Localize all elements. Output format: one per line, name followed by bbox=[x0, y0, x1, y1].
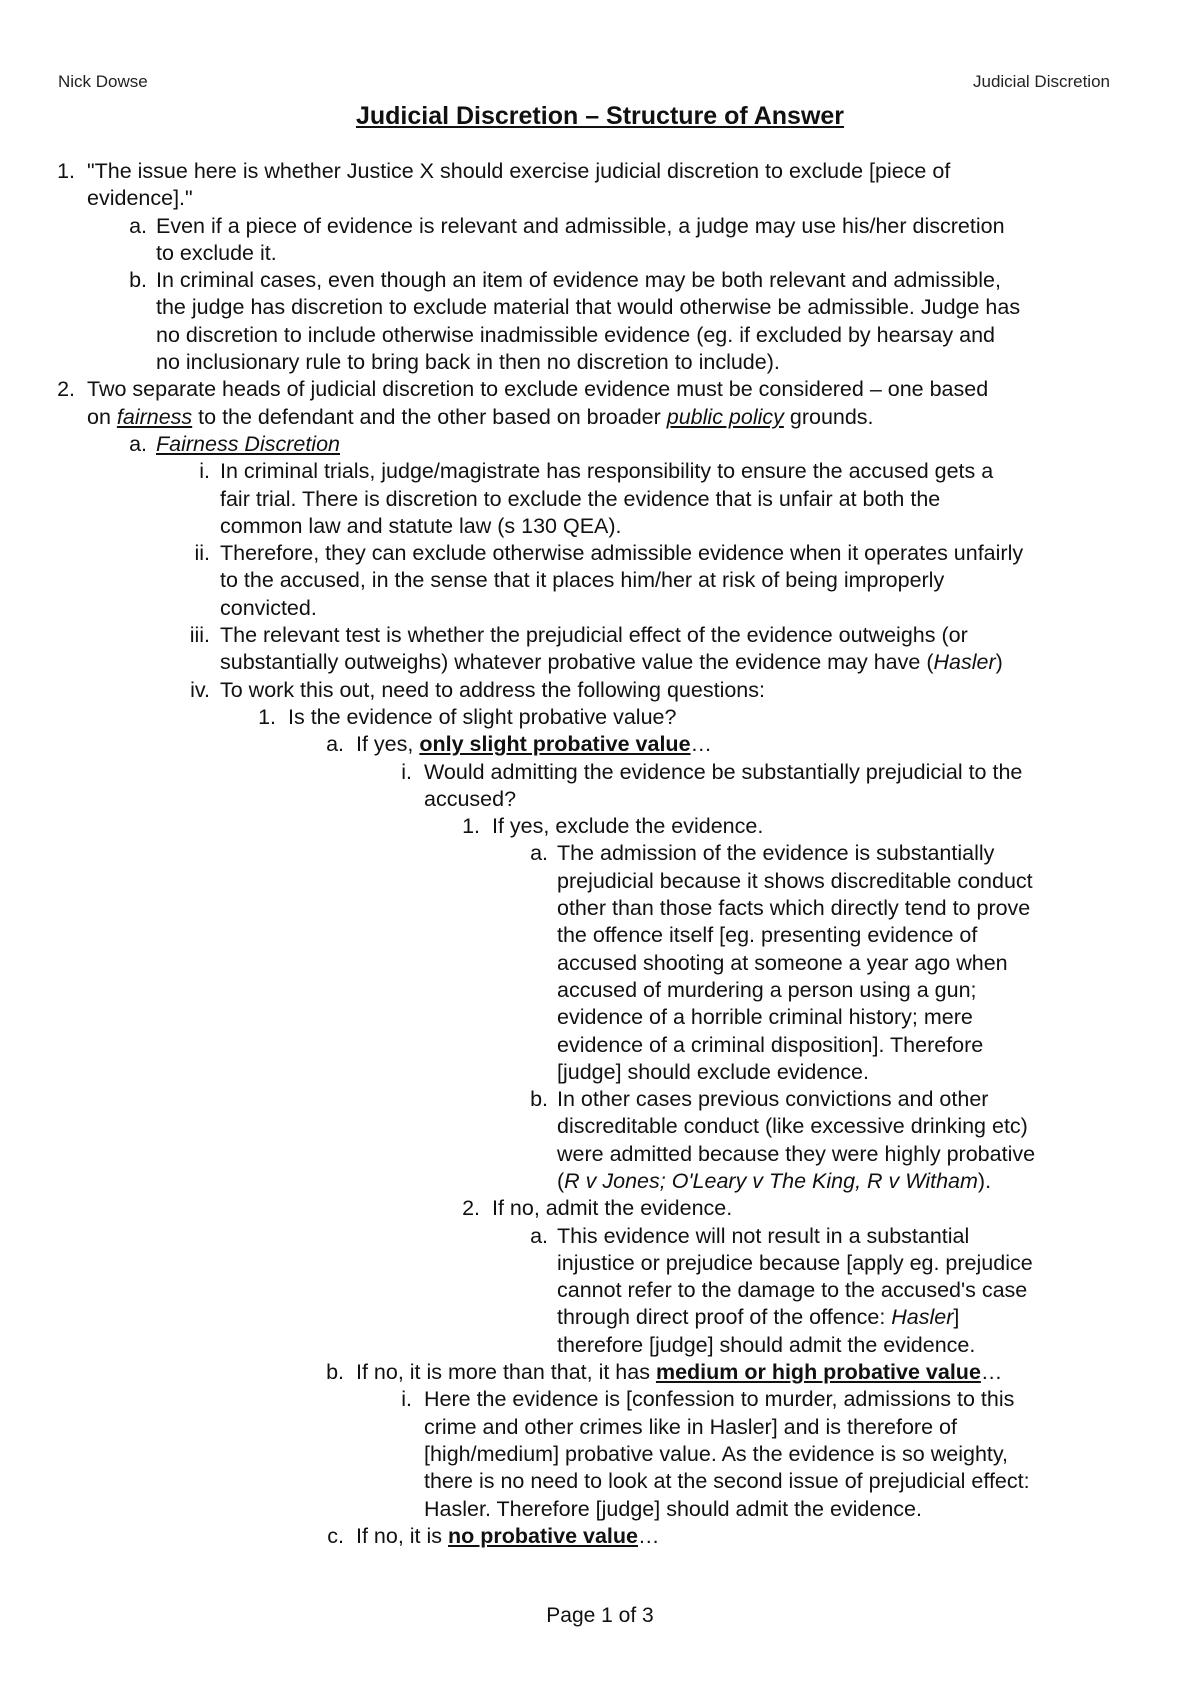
outline-text bbox=[156, 213, 1005, 240]
list-marker: iv. bbox=[190, 677, 210, 702]
text-segment: ) bbox=[995, 650, 1003, 675]
outline-line bbox=[0, 458, 1200, 485]
outline-line bbox=[0, 1523, 1200, 1550]
document-title: Judicial Discretion – Structure of Answer bbox=[355, 102, 845, 130]
outline-line bbox=[0, 595, 1200, 622]
text-segment: Hasler. Therefore [judge] should admit the evidence. bbox=[424, 1496, 922, 1521]
outline-text bbox=[87, 404, 874, 431]
text-segment: discreditable conduct (like excessive drinking etc) bbox=[557, 1114, 1028, 1139]
outline-text bbox=[156, 431, 340, 458]
outline-line bbox=[0, 1332, 1200, 1359]
text-segment: evidence of a horrible criminal history; mere bbox=[557, 1005, 973, 1030]
outline-text bbox=[87, 185, 193, 212]
text-segment: In criminal trials, judge/magistrate has responsibility to ensure the accused gets a bbox=[220, 459, 994, 484]
text-segment: ( bbox=[557, 1168, 565, 1193]
text-segment: evidence of a criminal disposition]. Therefore bbox=[557, 1032, 984, 1057]
outline-line bbox=[0, 677, 1200, 704]
outline-text bbox=[557, 1032, 983, 1059]
text-segment: no discretion to include otherwise inadmissible evidence (eg. if excluded by hearsay and bbox=[156, 322, 995, 347]
outline-text bbox=[220, 677, 765, 704]
outline-text bbox=[424, 1496, 922, 1523]
text-segment: accused? bbox=[424, 786, 517, 811]
outline-text bbox=[492, 813, 763, 840]
outline-text bbox=[557, 1304, 959, 1331]
text-segment: Even if a piece of evidence is relevant and admissible, a judge may use his/her discretion bbox=[156, 213, 1005, 238]
outline-text bbox=[557, 1004, 973, 1031]
outline-line bbox=[0, 404, 1200, 431]
outline-text bbox=[557, 1250, 1033, 1277]
outline-text bbox=[557, 1277, 1027, 1304]
text-segment: the judge has discretion to exclude material that would otherwise be admissible. Judge has bbox=[156, 295, 1021, 320]
text-segment: fair trial. There is discretion to exclude the evidence that is unfair at both the bbox=[220, 486, 941, 511]
outline-text bbox=[220, 486, 940, 513]
text-segment: injustice or prejudice because [apply eg. prejudice bbox=[557, 1250, 1033, 1275]
outline-text bbox=[220, 567, 944, 594]
outline-line bbox=[0, 240, 1200, 267]
outline-line bbox=[0, 1441, 1200, 1468]
outline-text bbox=[87, 376, 988, 403]
outline-text bbox=[557, 1059, 869, 1086]
outline-line bbox=[0, 213, 1200, 240]
text-segment: The relevant test is whether the prejudicial effect of the evidence outweighs (or bbox=[220, 623, 968, 648]
list-marker: b. bbox=[129, 268, 147, 293]
text-segment: grounds. bbox=[783, 404, 874, 429]
outline-text bbox=[557, 1141, 1035, 1168]
text-segment: convicted. bbox=[220, 595, 317, 620]
text-segment: In criminal cases, even though an item of evidence may be both relevant and admissible, bbox=[156, 268, 1001, 293]
text-segment: Is the evidence of slight probative value? bbox=[288, 704, 677, 729]
text-segment: the offence itself [eg. presenting evidence of bbox=[557, 923, 978, 948]
emphasized-text: Fairness Discretion bbox=[156, 431, 340, 456]
outline-line bbox=[0, 622, 1200, 649]
outline-line bbox=[0, 1496, 1200, 1523]
text-segment: … bbox=[690, 732, 713, 757]
header-topic: Judicial Discretion bbox=[973, 72, 1110, 91]
text-segment: to exclude it. bbox=[156, 240, 277, 265]
text-segment: through direct proof of the offence: bbox=[557, 1305, 892, 1330]
outline-text bbox=[156, 267, 1001, 294]
outline-text bbox=[557, 868, 1033, 895]
outline-text bbox=[557, 977, 977, 1004]
outline-line bbox=[0, 977, 1200, 1004]
outline-text bbox=[557, 922, 977, 949]
outline-line bbox=[0, 1386, 1200, 1413]
text-segment: "The issue here is whether Justice X should exercise judicial discretion to exclude [piece of bbox=[87, 159, 951, 183]
text-segment: This evidence will not result in a substantial bbox=[557, 1223, 970, 1248]
outline-line bbox=[0, 1004, 1200, 1031]
list-marker: a. bbox=[129, 213, 147, 238]
outline-text bbox=[220, 540, 1023, 567]
outline-line bbox=[0, 1032, 1200, 1059]
text-segment: Here the evidence is [confession to murder, admissions to this bbox=[424, 1387, 1015, 1412]
text-segment: If no, it is bbox=[356, 1523, 449, 1548]
outline-text bbox=[156, 349, 780, 376]
outline-line bbox=[0, 813, 1200, 840]
text-segment: other than those facts which directly tend to prove bbox=[557, 896, 1031, 921]
outline-line bbox=[0, 1468, 1200, 1495]
emphasized-text: medium or high probative value bbox=[655, 1360, 981, 1385]
list-marker: a. bbox=[530, 841, 548, 866]
list-marker: i. bbox=[401, 759, 412, 784]
outline-text bbox=[424, 1386, 1014, 1413]
outline-line bbox=[0, 540, 1200, 567]
outline-text bbox=[557, 1332, 975, 1359]
text-segment: In other cases previous convictions and other bbox=[557, 1087, 989, 1112]
outline-line bbox=[0, 1277, 1200, 1304]
list-marker: a. bbox=[129, 431, 147, 456]
outline-line bbox=[0, 1414, 1200, 1441]
outline-line bbox=[0, 922, 1200, 949]
text-segment: to the accused, in the sense that it places him/her at risk of being improperly bbox=[220, 568, 945, 593]
outline-text bbox=[156, 294, 1020, 321]
list-marker: a. bbox=[326, 732, 344, 757]
outline-line bbox=[0, 731, 1200, 758]
outline-line bbox=[0, 1086, 1200, 1113]
text-segment: The admission of the evidence is substantially bbox=[557, 841, 995, 866]
text-segment: To work this out, need to address the following questions: bbox=[220, 677, 765, 702]
outline-line bbox=[0, 1304, 1200, 1331]
outline-text bbox=[220, 649, 1003, 676]
outline-text bbox=[557, 1086, 988, 1113]
emphasized-text: fairness bbox=[116, 404, 193, 429]
outline-text bbox=[156, 322, 995, 349]
outline-text bbox=[424, 1468, 1030, 1495]
text-segment: on bbox=[87, 404, 117, 429]
text-segment: to the defendant and the other based on broader bbox=[192, 404, 667, 429]
text-segment: accused shooting at someone a year ago when bbox=[557, 950, 1008, 975]
list-marker: c. bbox=[327, 1523, 344, 1548]
text-segment: [judge] should exclude evidence. bbox=[557, 1059, 869, 1084]
outline-text bbox=[356, 731, 712, 758]
text-segment: If yes, bbox=[356, 732, 420, 757]
outline-line bbox=[0, 1359, 1200, 1386]
outline-line bbox=[0, 349, 1200, 376]
emphasized-text: no probative value bbox=[448, 1523, 638, 1548]
text-segment: prejudicial because it shows discreditable conduct bbox=[557, 868, 1033, 893]
outline-line bbox=[0, 1250, 1200, 1277]
outline-text bbox=[557, 1113, 1028, 1140]
outline-line bbox=[0, 840, 1200, 867]
outline-line bbox=[0, 1141, 1200, 1168]
outline-text bbox=[220, 458, 993, 485]
outline-text bbox=[424, 1441, 1008, 1468]
outline-text bbox=[220, 622, 968, 649]
outline-line bbox=[0, 267, 1200, 294]
text-segment: … bbox=[980, 1360, 1003, 1385]
emphasized-text: Hasler bbox=[891, 1305, 954, 1330]
text-segment: cannot refer to the damage to the accused's case bbox=[557, 1278, 1028, 1303]
text-segment: Therefore, they can exclude otherwise admissible evidence when it operates unfairly bbox=[220, 541, 1024, 566]
text-segment: … bbox=[637, 1523, 660, 1548]
outline-line bbox=[0, 486, 1200, 513]
outline-line bbox=[0, 567, 1200, 594]
list-marker: b. bbox=[326, 1360, 344, 1385]
text-segment: crime and other crimes like in Hasler] and is therefore of bbox=[424, 1414, 957, 1439]
text-segment: common law and statute law (s 130 QEA). bbox=[220, 513, 622, 538]
text-segment: accused of murdering a person using a gun; bbox=[557, 977, 977, 1002]
outline-text bbox=[557, 895, 1030, 922]
list-marker: ii. bbox=[194, 541, 210, 566]
outline-text bbox=[557, 950, 1008, 977]
list-marker: 1. bbox=[57, 159, 75, 183]
text-segment: ] bbox=[953, 1305, 960, 1330]
text-segment: no inclusionary rule to bring back in then no discretion to include). bbox=[156, 350, 780, 375]
outline-line bbox=[0, 786, 1200, 813]
header-author: Nick Dowse bbox=[58, 72, 148, 91]
text-segment: Would admitting the evidence be substantially prejudicial to the bbox=[424, 759, 1023, 784]
outline-text bbox=[156, 240, 277, 267]
text-segment: evidence]." bbox=[87, 186, 193, 211]
outline-text bbox=[557, 1168, 991, 1195]
outline-line bbox=[0, 1223, 1200, 1250]
text-segment: If yes, exclude the evidence. bbox=[492, 814, 764, 839]
list-marker: i. bbox=[401, 1387, 412, 1412]
emphasized-text: public policy bbox=[666, 404, 784, 429]
outline-text bbox=[424, 1414, 957, 1441]
outline-text bbox=[492, 1195, 732, 1222]
list-marker: b. bbox=[530, 1087, 548, 1112]
outline-line bbox=[0, 704, 1200, 731]
outline-text bbox=[288, 704, 676, 731]
list-marker: 1. bbox=[462, 814, 480, 839]
list-marker: i. bbox=[199, 459, 210, 484]
outline-line bbox=[0, 513, 1200, 540]
outline-text bbox=[356, 1359, 1002, 1386]
outline-text bbox=[557, 1223, 969, 1250]
outline-line bbox=[0, 868, 1200, 895]
outline-line bbox=[0, 1168, 1200, 1195]
text-segment: therefore [judge] should admit the evidence. bbox=[557, 1332, 976, 1357]
outline-text bbox=[356, 1523, 659, 1550]
text-segment: If no, admit the evidence. bbox=[492, 1196, 733, 1221]
list-marker: 1. bbox=[258, 704, 276, 729]
outline-line bbox=[0, 185, 1200, 212]
emphasized-text: R v Jones; O'Leary v The King, R v Witham bbox=[564, 1168, 978, 1193]
outline-line bbox=[0, 759, 1200, 786]
outline-line bbox=[0, 1195, 1200, 1222]
page-number: Page 1 of 3 bbox=[546, 1604, 654, 1627]
outline-line bbox=[0, 294, 1200, 321]
outline-line bbox=[0, 1113, 1200, 1140]
outline-text bbox=[220, 513, 622, 540]
outline-text bbox=[424, 759, 1022, 786]
outline-line bbox=[0, 1059, 1200, 1086]
outline-text bbox=[424, 786, 516, 813]
outline-line bbox=[0, 376, 1200, 403]
list-marker: iii. bbox=[189, 623, 210, 648]
text-segment: Two separate heads of judicial discretion to exclude evidence must be considered – one based bbox=[87, 377, 989, 402]
list-marker: 2. bbox=[462, 1196, 480, 1221]
text-segment: there is no need to look at the second issue of prejudicial effect: bbox=[424, 1469, 1030, 1494]
text-segment: were admitted because they were highly probative bbox=[557, 1141, 1036, 1166]
outline-line bbox=[0, 649, 1200, 676]
outline-line bbox=[0, 950, 1200, 977]
outline-line bbox=[0, 431, 1200, 458]
outline-line bbox=[0, 322, 1200, 349]
text-segment: substantially outweighs) whatever probative value the evidence may have ( bbox=[220, 650, 934, 675]
text-segment: If no, it is more than that, it has bbox=[356, 1360, 656, 1385]
text-segment: [high/medium] probative value. As the evidence is so weighty, bbox=[424, 1441, 1009, 1466]
outline-text bbox=[557, 840, 994, 867]
outline-text bbox=[87, 158, 950, 185]
list-marker: 2. bbox=[57, 377, 75, 402]
outline-line bbox=[0, 158, 1200, 185]
list-marker: a. bbox=[530, 1223, 548, 1248]
outline-text bbox=[220, 595, 317, 622]
outline-line bbox=[0, 895, 1200, 922]
document-body bbox=[0, 158, 1200, 1550]
emphasized-text: Hasler bbox=[933, 650, 996, 675]
text-segment: ). bbox=[977, 1168, 992, 1193]
emphasized-text: only slight probative value bbox=[419, 732, 691, 757]
